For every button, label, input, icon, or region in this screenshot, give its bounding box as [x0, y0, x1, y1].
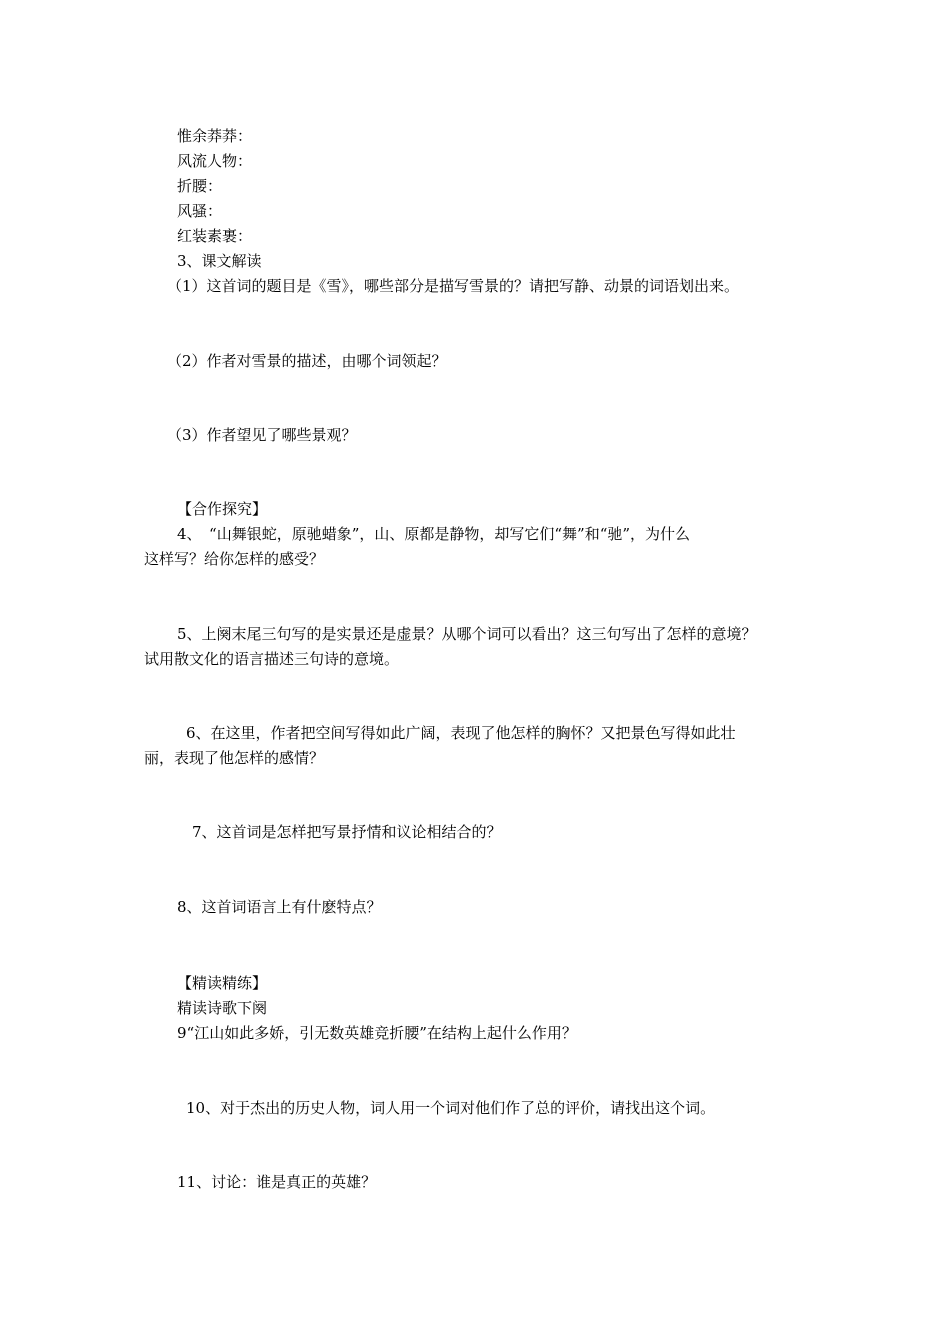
question-10: 10、对于杰出的历史人物，词人用一个词对他们作了总的评价，请找出这个词。 [186, 1099, 716, 1117]
question-6-line-2: 丽，表现了他怎样的感情？ [144, 749, 325, 767]
vocab-item: 风流人物： [177, 152, 253, 170]
question-1: （1）这首词的题目是《雪》，哪些部分是描写雪景的？请把写静、动景的词语划出来。 [167, 277, 740, 295]
question-4-line-1: 4、 “山舞银蛇，原驰蜡象”，山、原都是静物，却写它们“舞”和“驰”，为什么 [177, 525, 691, 543]
question-5-line-2: 试用散文化的语言描述三句诗的意境。 [144, 650, 400, 668]
question-2: （2）作者对雪景的描述，由哪个词领起？ [167, 352, 447, 370]
question-3: （3）作者望见了哪些景观？ [167, 426, 357, 444]
question-5-line-1: 5、上阕末尾三句写的是实景还是虚景？从哪个词可以看出？这三句写出了怎样的意境？ [177, 625, 757, 643]
question-7: 7、这首词是怎样把写景抒情和议论相结合的？ [192, 823, 502, 841]
vocab-item: 折腰： [177, 177, 223, 195]
vocab-item: 惟余莽莽： [177, 127, 253, 145]
question-8: 8、这首词语言上有什麽特点？ [177, 898, 382, 916]
question-9: 9“江山如此多娇，引无数英雄竞折腰”在结构上起什么作用？ [177, 1024, 577, 1042]
question-6-line-1: 6、在这里，作者把空间写得如此广阔，表现了他怎样的胸怀？又把景色写得如此壮 [186, 724, 736, 742]
section-heading-cooperative: 【合作探究】 [177, 500, 268, 518]
section-heading-reading: 3、课文解读 [177, 252, 262, 270]
question-11: 11、讨论：谁是真正的英雄？ [177, 1173, 377, 1191]
vocab-item: 红装素裹： [177, 227, 253, 245]
section-heading-intensive: 【精读精练】 [177, 974, 268, 992]
question-4-line-2: 这样写？给你怎样的感受？ [144, 550, 325, 568]
vocab-item: 风骚： [177, 202, 223, 220]
section-subheading: 精读诗歌下阕 [177, 999, 268, 1017]
